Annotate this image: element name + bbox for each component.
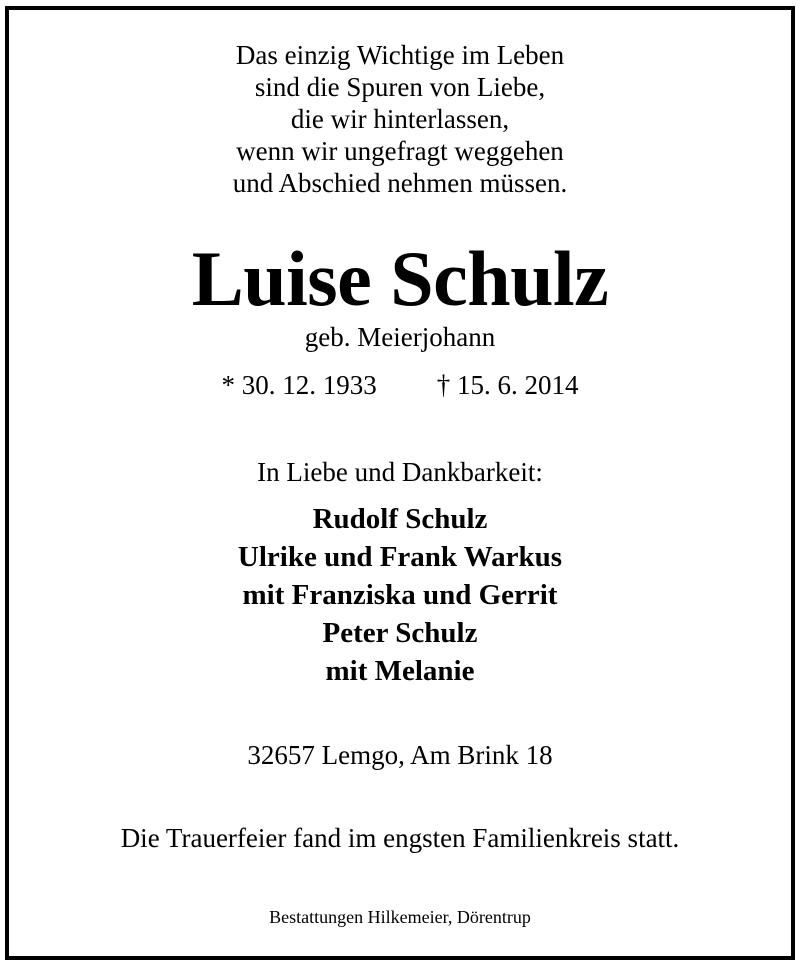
life-dates — [9, 369, 791, 401]
funeral-home: Bestattungen Hilkemeier, Dörentrup — [269, 907, 531, 927]
mourners-heading: In Liebe und Dankbarkeit: — [257, 457, 543, 487]
obituary-notice — [5, 6, 795, 960]
ceremony-note: Die Trauerfeier fand im engsten Familienkreis statt. — [120, 823, 680, 853]
deceased-name: Luise Schulz — [191, 235, 609, 322]
poem-line: Das einzig Wichtige im Leben — [235, 40, 565, 70]
birth-name: geb. Meierjohann — [304, 322, 496, 352]
mourner-name: Ulrike und Frank Warkus — [237, 541, 563, 573]
mourner-name: Peter Schulz — [322, 617, 478, 649]
mourners-list — [9, 500, 791, 690]
mourner-name: mit Franziska und Gerrit — [242, 579, 558, 611]
mourner-name: Rudolf Schulz — [312, 503, 488, 535]
poem-line: sind die Spuren von Liebe, — [254, 72, 546, 102]
birth-date: * 30. 12. 1933 — [221, 370, 377, 400]
mourner-name: mit Melanie — [325, 655, 475, 687]
death-date: † 15. 6. 2014 — [436, 370, 579, 400]
poem-line: die wir hinterlassen, — [290, 104, 510, 134]
poem-line: wenn wir ungefragt weggehen — [236, 136, 564, 166]
poem-line: und Abschied nehmen müssen. — [232, 168, 568, 198]
address: 32657 Lemgo, Am Brink 18 — [247, 740, 553, 770]
memorial-poem — [9, 39, 791, 199]
